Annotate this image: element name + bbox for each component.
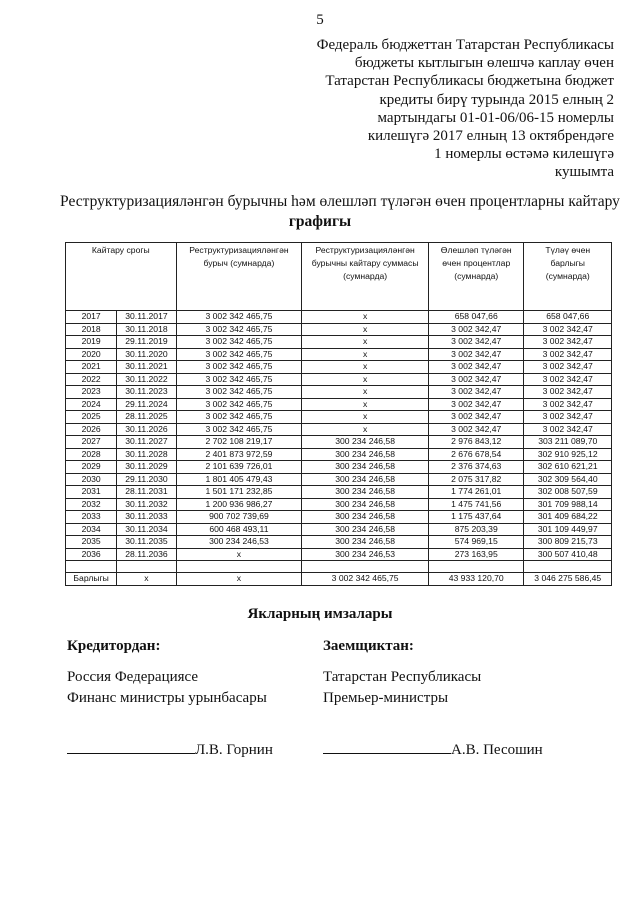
cell-year: 2028 — [66, 448, 117, 461]
cell-interest: 574 969,15 — [428, 536, 524, 549]
header-line: кушымта — [554, 164, 614, 181]
empty-cell — [176, 561, 302, 573]
cell-year: 2021 — [66, 361, 117, 374]
header-line: 1 номерлы өстәмә килешүгә — [434, 146, 614, 163]
cell-year: 2027 — [66, 436, 117, 449]
creditor-block — [67, 638, 267, 707]
cell-year: 2018 — [66, 323, 117, 336]
cell-repayment: x — [302, 423, 429, 436]
cell-debt: 3 002 342 465,75 — [176, 411, 302, 424]
table-body — [66, 311, 612, 586]
cell-interest: 3 002 342,47 — [428, 348, 524, 361]
totals-debt: x — [176, 573, 302, 586]
header-line: кредиты бирү турында 2015 елның 2 — [379, 91, 614, 108]
empty-cell — [428, 561, 524, 573]
cell-interest: 2 676 678,54 — [428, 448, 524, 461]
cell-debt: 3 002 342 465,75 — [176, 336, 302, 349]
header-line: Федераль бюджеттан Татарстан Республикасы — [316, 37, 614, 53]
cell-interest: 2 075 317,82 — [428, 473, 524, 486]
cell-interest: 2 376 374,63 — [428, 461, 524, 474]
cell-total: 302 008 507,59 — [524, 486, 612, 499]
creditor-signer-name: Л.В. Горнин — [195, 742, 273, 758]
cell-repayment: 300 234 246,58 — [302, 461, 429, 474]
table-row — [66, 461, 612, 474]
cell-date: 30.11.2029 — [117, 461, 176, 474]
signature-line — [323, 753, 451, 754]
borrower-line-2: Премьер-министры — [323, 690, 449, 706]
table-spacer-row — [66, 561, 612, 573]
cell-repayment: 300 234 246,58 — [302, 436, 429, 449]
cell-repayment: x — [302, 311, 429, 324]
cell-repayment: 300 234 246,58 — [302, 486, 429, 499]
appendix-header — [284, 36, 614, 182]
cell-date: 30.11.2017 — [117, 311, 176, 324]
borrower-label: Заемщиктан: — [323, 638, 414, 654]
cell-interest: 3 002 342,47 — [428, 411, 524, 424]
table-row — [66, 511, 612, 524]
cell-repayment: x — [302, 336, 429, 349]
cell-interest: 3 002 342,47 — [428, 361, 524, 374]
table-row — [66, 411, 612, 424]
header-term: Кайтару срогы — [66, 243, 177, 311]
creditor-label: Кредитордан: — [67, 638, 161, 654]
cell-year: 2035 — [66, 536, 117, 549]
cell-date: 28.11.2031 — [117, 486, 176, 499]
cell-repayment: 300 234 246,53 — [302, 548, 429, 561]
cell-interest: 273 163,95 — [428, 548, 524, 561]
cell-date: 28.11.2036 — [117, 548, 176, 561]
cell-repayment: x — [302, 398, 429, 411]
cell-total: 3 002 342,47 — [524, 373, 612, 386]
header-line: Татарстан Республикасы бюджетына бюджет — [325, 73, 614, 90]
cell-total: 3 002 342,47 — [524, 336, 612, 349]
cell-repayment: 300 234 246,58 — [302, 536, 429, 549]
table-row — [66, 311, 612, 324]
cell-date: 30.11.2022 — [117, 373, 176, 386]
cell-repayment: x — [302, 348, 429, 361]
cell-debt: 1 801 405 479,43 — [176, 473, 302, 486]
cell-date: 30.11.2018 — [117, 323, 176, 336]
cell-repayment: 300 234 246,58 — [302, 511, 429, 524]
cell-debt: 1 200 936 986,27 — [176, 498, 302, 511]
cell-debt: 3 002 342 465,75 — [176, 348, 302, 361]
cell-interest: 2 976 843,12 — [428, 436, 524, 449]
repayment-schedule-table — [65, 242, 612, 586]
cell-year: 2034 — [66, 523, 117, 536]
cell-date: 29.11.2019 — [117, 336, 176, 349]
table-row — [66, 436, 612, 449]
cell-repayment: x — [302, 323, 429, 336]
cell-debt: 1 501 171 232,85 — [176, 486, 302, 499]
cell-interest: 1 475 741,56 — [428, 498, 524, 511]
cell-debt: 3 002 342 465,75 — [176, 361, 302, 374]
table-row — [66, 386, 612, 399]
cell-date: 30.11.2028 — [117, 448, 176, 461]
header-total: Түләү өчен барлыгы (сумнарда) — [524, 243, 612, 311]
header-line: бюджеты кытлыгын өлешчә каплау өчен — [354, 55, 614, 72]
header-line: килешүгә 2017 елның 13 октябрендәге — [367, 128, 614, 145]
cell-repayment: x — [302, 386, 429, 399]
cell-total: 302 309 564,40 — [524, 473, 612, 486]
cell-debt: 3 002 342 465,75 — [176, 386, 302, 399]
cell-total: 300 507 410,48 — [524, 548, 612, 561]
cell-date: 29.11.2024 — [117, 398, 176, 411]
cell-interest: 875 203,39 — [428, 523, 524, 536]
cell-date: 30.11.2032 — [117, 498, 176, 511]
borrower-signature — [323, 742, 543, 759]
cell-date: 29.11.2030 — [117, 473, 176, 486]
cell-date: 30.11.2027 — [117, 436, 176, 449]
cell-date: 30.11.2034 — [117, 523, 176, 536]
table-row — [66, 423, 612, 436]
borrower-line-1: Татарстан Республикасы — [323, 669, 482, 685]
table-row — [66, 548, 612, 561]
cell-year: 2017 — [66, 311, 117, 324]
totals-interest: 43 933 120,70 — [428, 573, 524, 586]
cell-total: 300 809 215,73 — [524, 536, 612, 549]
cell-year: 2023 — [66, 386, 117, 399]
table-row — [66, 336, 612, 349]
cell-total: 658 047,66 — [524, 311, 612, 324]
cell-year: 2024 — [66, 398, 117, 411]
table-row — [66, 523, 612, 536]
title-line-2: графигы — [288, 213, 352, 230]
table-row — [66, 398, 612, 411]
table-row — [66, 361, 612, 374]
signature-line — [67, 753, 195, 754]
cell-repayment: x — [302, 373, 429, 386]
cell-date: 30.11.2035 — [117, 536, 176, 549]
cell-total: 301 109 449,97 — [524, 523, 612, 536]
cell-debt: 3 002 342 465,75 — [176, 311, 302, 324]
signatures-title: Якларның имзалары — [247, 606, 393, 622]
cell-year: 2033 — [66, 511, 117, 524]
cell-repayment: 300 234 246,58 — [302, 448, 429, 461]
cell-repayment: 300 234 246,58 — [302, 473, 429, 486]
table-row — [66, 498, 612, 511]
creditor-signature — [67, 742, 273, 759]
cell-interest: 3 002 342,47 — [428, 373, 524, 386]
empty-cell — [302, 561, 429, 573]
cell-debt: 2 101 639 726,01 — [176, 461, 302, 474]
borrower-block — [323, 638, 481, 707]
cell-total: 302 910 925,12 — [524, 448, 612, 461]
cell-date: 30.11.2020 — [117, 348, 176, 361]
cell-repayment: x — [302, 361, 429, 374]
cell-interest: 658 047,66 — [428, 311, 524, 324]
cell-debt: 600 468 493,11 — [176, 523, 302, 536]
header-repayment: Реструктуризацияләнгән бурычны кайтару суммасы (сумнарда) — [302, 243, 429, 311]
table-row — [66, 536, 612, 549]
empty-cell — [117, 561, 176, 573]
cell-date: 28.11.2025 — [117, 411, 176, 424]
cell-debt: 300 234 246,53 — [176, 536, 302, 549]
cell-year: 2019 — [66, 336, 117, 349]
table-row — [66, 323, 612, 336]
cell-total: 3 002 342,47 — [524, 361, 612, 374]
cell-year: 2026 — [66, 423, 117, 436]
cell-total: 3 002 342,47 — [524, 398, 612, 411]
header-line: мартындагы 01-01-06/06-15 номерлы — [377, 109, 614, 126]
cell-total: 3 002 342,47 — [524, 386, 612, 399]
cell-debt: 2 401 873 972,59 — [176, 448, 302, 461]
title-line-1: Реструктуризацияләнгән бурычны һәм өлешләп түләгән өчен процентларны кайтару — [60, 193, 620, 210]
cell-total: 3 002 342,47 — [524, 348, 612, 361]
cell-interest: 3 002 342,47 — [428, 386, 524, 399]
cell-debt: x — [176, 548, 302, 561]
empty-cell — [524, 561, 612, 573]
cell-repayment: 300 234 246,58 — [302, 523, 429, 536]
cell-debt: 3 002 342 465,75 — [176, 323, 302, 336]
totals-row — [66, 573, 612, 586]
cell-total: 3 002 342,47 — [524, 323, 612, 336]
totals-date: x — [117, 573, 176, 586]
cell-year: 2025 — [66, 411, 117, 424]
cell-date: 30.11.2021 — [117, 361, 176, 374]
cell-repayment: x — [302, 411, 429, 424]
cell-debt: 900 702 739,69 — [176, 511, 302, 524]
cell-total: 301 409 684,22 — [524, 511, 612, 524]
header-interest: Өлешләп түләгән өчен процентлар (сумнарда) — [428, 243, 524, 311]
cell-total: 3 002 342,47 — [524, 411, 612, 424]
cell-year: 2036 — [66, 548, 117, 561]
cell-year: 2032 — [66, 498, 117, 511]
cell-interest: 3 002 342,47 — [428, 398, 524, 411]
cell-interest: 1 175 437,64 — [428, 511, 524, 524]
creditor-line-1: Россия Федерациясе — [67, 669, 199, 685]
cell-debt: 3 002 342 465,75 — [176, 398, 302, 411]
cell-year: 2030 — [66, 473, 117, 486]
cell-debt: 3 002 342 465,75 — [176, 373, 302, 386]
cell-repayment: 300 234 246,58 — [302, 498, 429, 511]
cell-total: 301 709 988,14 — [524, 498, 612, 511]
table-header-row — [66, 243, 612, 311]
empty-cell — [66, 561, 117, 573]
cell-interest: 1 774 261,01 — [428, 486, 524, 499]
cell-date: 30.11.2026 — [117, 423, 176, 436]
totals-label: Барлыгы — [66, 573, 117, 586]
cell-year: 2022 — [66, 373, 117, 386]
cell-debt: 3 002 342 465,75 — [176, 423, 302, 436]
cell-total: 303 211 089,70 — [524, 436, 612, 449]
table-row — [66, 448, 612, 461]
cell-interest: 3 002 342,47 — [428, 336, 524, 349]
cell-interest: 3 002 342,47 — [428, 423, 524, 436]
cell-interest: 3 002 342,47 — [428, 323, 524, 336]
cell-date: 30.11.2033 — [117, 511, 176, 524]
creditor-line-2: Финанс министры урынбасары — [67, 690, 267, 706]
totals-total: 3 046 275 586,45 — [524, 573, 612, 586]
page-number: 5 — [316, 12, 324, 28]
cell-total: 302 610 621,21 — [524, 461, 612, 474]
header-debt: Реструктуризацияләнгән бурыч (сумнарда) — [176, 243, 302, 311]
table-row — [66, 373, 612, 386]
totals-repayment: 3 002 342 465,75 — [302, 573, 429, 586]
cell-date: 30.11.2023 — [117, 386, 176, 399]
table-row — [66, 348, 612, 361]
cell-total: 3 002 342,47 — [524, 423, 612, 436]
cell-year: 2029 — [66, 461, 117, 474]
table-row — [66, 473, 612, 486]
cell-debt: 2 702 108 219,17 — [176, 436, 302, 449]
table-row — [66, 486, 612, 499]
cell-year: 2020 — [66, 348, 117, 361]
document-title — [0, 192, 640, 232]
cell-year: 2031 — [66, 486, 117, 499]
borrower-signer-name: А.В. Песошин — [451, 742, 543, 758]
